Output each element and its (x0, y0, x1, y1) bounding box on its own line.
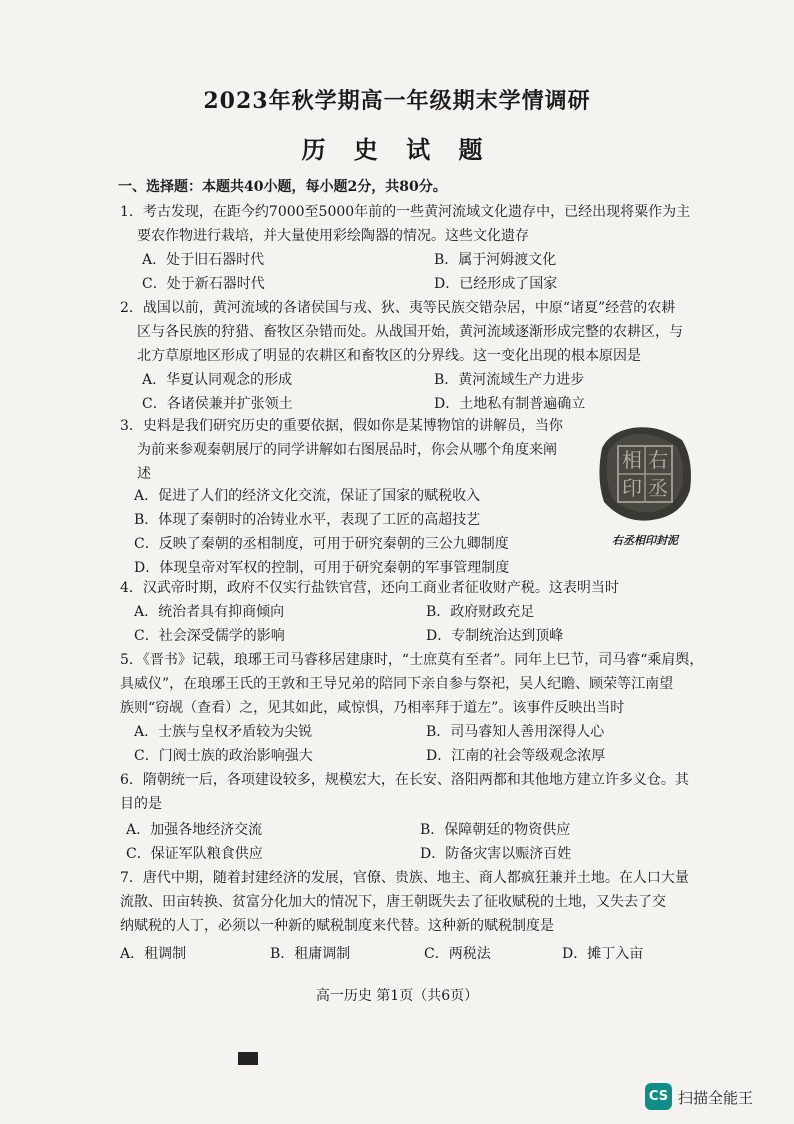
question-6-line-1: 6．隋朝统一后，各项建设较多，规模宏大，在长安、洛阳两都和其他地方建立许多义仓。其 (120, 772, 689, 788)
question-4-option-b: B．政府财政充足 (426, 604, 535, 620)
question-4 (120, 576, 720, 600)
question-1 (120, 200, 720, 248)
question-1-option-c: C．处于新石器时代 (142, 276, 265, 292)
question-2-line-1: 2．战国以前，黄河流域的各诸侯国与戎、狄、夷等民族交错杂居，中原“诸夏”经营的农耕 (120, 300, 676, 316)
question-7 (120, 866, 720, 938)
question-2-line-2: 区与各民族的狩猎、畜牧区杂错而处。从战国开始，黄河流域逐渐形成完整的农耕区，与 (137, 324, 683, 340)
question-5-line-3: 族则“窃觇（查看）之，见其如此，咸惊惧，乃相率拜于道左”。该事件反映出当时 (120, 700, 625, 716)
question-6-option-a: A．加强各地经济交流 (126, 822, 263, 838)
question-4-option-a: A．统治者具有抑商倾向 (134, 604, 285, 620)
question-1-option-d: D．已经形成了国家 (434, 276, 558, 292)
question-1-line-1: 1．考古发现，在距今约7000至5000年前的一些黄河流域文化遗存中，已经出现将粟作为主 (120, 204, 691, 220)
seal-clay-icon (588, 420, 698, 530)
question-5-line-1: 5．《晋书》记载，琅琊王司马睿移居建康时，“士庶莫有至者”。同年上巳节，司马睿“乘肩舆， (120, 652, 704, 668)
question-3-option-c: C．反映了秦朝的丞相制度，可用于研究秦朝的三公九卿制度 (134, 536, 509, 552)
question-3-option-b: B．体现了秦朝时的冶铸业水平，表现了工匠的高超技艺 (134, 512, 481, 528)
question-7-line-2: 流散、田亩转换、贫富分化加大的情况下，唐王朝既失去了征收赋税的土地，又失去了交 (120, 894, 666, 910)
scan-mark (238, 1052, 258, 1065)
question-7-option-c: C．两税法 (424, 946, 491, 962)
question-7-option-b: B．租庸调制 (270, 946, 351, 962)
camscanner-logo-icon: CS (645, 1083, 672, 1110)
question-6-option-b: B．保障朝廷的物资供应 (420, 822, 571, 838)
question-1-line-2: 要农作物进行栽培，并大量使用彩绘陶器的情况。这些文化遗存 (137, 228, 529, 244)
question-2-line-3: 北方草原地区形成了明显的农耕区和畜牧区的分界线。这一变化出现的根本原因是 (137, 348, 641, 364)
seal-char-4: 印 (622, 476, 642, 500)
question-5-option-b: B．司马睿知人善用深得人心 (426, 724, 605, 740)
camscanner-app-name: 扫描全能王 (678, 1089, 754, 1107)
question-6-option-c: C．保证军队粮食供应 (126, 846, 263, 862)
question-7-line-3: 纳赋税的人丁，必须以一种新的赋税制度来代替。这种新的赋税制度是 (120, 918, 554, 934)
question-5-option-c: C．门阀士族的政治影响强大 (134, 748, 313, 764)
exam-subtitle: 历 史 试 题 (301, 135, 493, 164)
seal-char-3: 相 (622, 448, 642, 472)
question-2-option-a: A．华夏认同观念的形成 (142, 372, 293, 388)
seal-image (588, 420, 698, 534)
question-3 (120, 414, 580, 486)
question-7-line-1: 7．唐代中期，随着封建经济的发展，官僚、贵族、地主、商人都疯狂兼并土地。在人口大量 (120, 870, 689, 886)
question-4-option-c: C．社会深受儒学的影响 (134, 628, 285, 644)
question-3-line-1: 3．史料是我们研究历史的重要依据，假如你是某博物馆的讲解员，当你 (120, 418, 563, 434)
seal-char-2: 丞 (648, 476, 668, 500)
section-heading: 一、选择题：本题共40小题，每小题2分，共80分。 (118, 179, 447, 195)
question-6-option-d: D．防备灾害以赈济百姓 (420, 846, 572, 862)
question-4-option-d: D．专制统治达到顶峰 (426, 628, 564, 644)
question-2-option-b: B．黄河流域生产力进步 (434, 372, 585, 388)
question-5-option-d: D．江南的社会等级观念浓厚 (426, 748, 606, 764)
question-6 (120, 768, 720, 816)
question-2 (120, 296, 720, 368)
question-5 (120, 648, 720, 720)
question-5-option-a: A．士族与皇权矛盾较为尖锐 (134, 724, 313, 740)
question-2-option-d: D．土地私有制普遍确立 (434, 396, 586, 412)
question-7-option-d: D．摊丁入亩 (562, 946, 644, 962)
question-5-line-2: 具威仪”，在琅琊王氏的王敦和王导兄弟的陪同下亲自参与祭祀，吴人纪瞻、顾荣等江南望 (120, 676, 674, 692)
seal-caption: 右丞相印封泥 (612, 534, 678, 547)
exam-title: 2023年秋学期高一年级期末学情调研 (203, 88, 591, 114)
question-1-option-a: A．处于旧石器时代 (142, 252, 265, 268)
page-footer: 高一历史 第1页（共6页） (315, 988, 479, 1004)
question-6-line-2: 目的是 (120, 796, 162, 812)
question-1-option-b: B．属于河姆渡文化 (434, 252, 557, 268)
question-2-option-c: C．各诸侯兼并扩张领土 (142, 396, 293, 412)
question-3-option-d: D．体现皇帝对军权的控制，可用于研究秦朝的军事管理制度 (134, 560, 510, 576)
question-7-option-a: A．租调制 (120, 946, 187, 962)
question-3-option-a: A．促进了人们的经济文化交流，保证了国家的赋税收入 (134, 488, 481, 504)
question-3-line-2: 为前来参观秦朝展厅的同学讲解如右图展品时，你会从哪个角度来阐 (137, 442, 557, 458)
question-4-line-1: 4．汉武帝时期，政府不仅实行盐铁官营，还向工商业者征收财产税。这表明当时 (120, 580, 619, 596)
seal-char-1: 右 (648, 448, 668, 472)
question-3-line-3: 述 (137, 466, 151, 482)
